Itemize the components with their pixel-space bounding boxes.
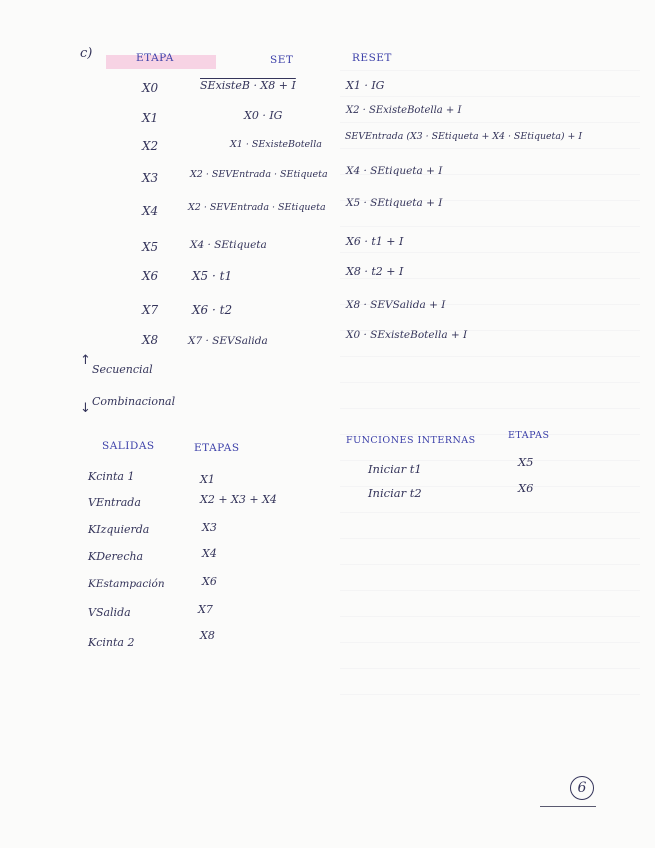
down-arrow-icon: ↓ bbox=[80, 401, 91, 416]
page-number-rule bbox=[540, 806, 596, 807]
row-reset: SEVEntrada (X3 · SEtiqueta + X4 · SEtiqueta) + I bbox=[345, 131, 583, 142]
output-name: Kcinta 1 bbox=[88, 470, 135, 483]
output-name: KIzquierda bbox=[88, 523, 150, 536]
output-name: KEstampación bbox=[88, 578, 165, 590]
row-etapa: X4 bbox=[142, 204, 159, 218]
header-funciones-internas: FUNCIONES INTERNAS bbox=[346, 435, 476, 446]
funcion-etapa: X6 bbox=[518, 481, 534, 495]
header-etapa: ETAPA bbox=[136, 52, 174, 64]
page-number: 6 bbox=[570, 776, 594, 800]
row-etapa: X6 bbox=[142, 269, 159, 283]
row-set: X7 · SEVSalida bbox=[188, 335, 268, 347]
output-name: Kcinta 2 bbox=[88, 636, 135, 649]
header-reset: RESET bbox=[352, 52, 392, 64]
row-set: SExisteB · X8 + I bbox=[200, 79, 296, 92]
row-reset: X8 · t2 + I bbox=[346, 265, 404, 278]
row-etapa: X3 bbox=[142, 171, 159, 185]
header-funciones-underline bbox=[346, 447, 456, 451]
row-set: X2 · SEVEntrada · SEtiqueta bbox=[190, 169, 328, 180]
row-etapa: X1 bbox=[142, 111, 159, 125]
row-set: X2 · SEVEntrada · SEtiqueta bbox=[188, 202, 326, 213]
row-reset: X4 · SEtiqueta + I bbox=[346, 165, 443, 177]
row-set: X1 · SExisteBotella bbox=[230, 139, 322, 150]
output-etapas: X2 + X3 + X4 bbox=[200, 493, 277, 506]
row-reset: X2 · SExisteBotella + I bbox=[346, 105, 462, 116]
header-salidas: SALIDAS bbox=[102, 440, 155, 452]
note-combinacional: Combinacional bbox=[92, 395, 176, 408]
row-reset: X1 · IG bbox=[346, 79, 385, 92]
section-label: c) bbox=[80, 46, 93, 61]
output-etapas: X3 bbox=[202, 521, 217, 534]
header-etapas-internas: ETAPAS bbox=[508, 430, 550, 441]
header-set: SET bbox=[270, 54, 294, 66]
funcion-name: Iniciar t2 bbox=[368, 486, 422, 500]
funcion-etapa: X5 bbox=[518, 455, 534, 469]
row-set: X0 · IG bbox=[244, 109, 283, 122]
output-name: VSalida bbox=[88, 606, 131, 619]
output-name: VEntrada bbox=[88, 496, 141, 509]
header-etapas-outputs-underline bbox=[192, 454, 232, 458]
output-etapas: X8 bbox=[200, 629, 215, 642]
output-etapas: X4 bbox=[202, 547, 217, 560]
header-salidas-underline bbox=[100, 452, 146, 456]
row-etapa: X5 bbox=[142, 240, 159, 254]
row-set: X4 · SEtiqueta bbox=[190, 239, 267, 251]
row-etapa: X7 bbox=[142, 303, 159, 317]
header-etapa-underline bbox=[136, 64, 174, 68]
row-etapa: X0 bbox=[142, 81, 159, 95]
funcion-name: Iniciar t1 bbox=[368, 462, 422, 476]
row-reset: X5 · SEtiqueta + I bbox=[346, 197, 443, 209]
up-arrow-icon: ↑ bbox=[80, 353, 91, 368]
row-etapa: X8 bbox=[142, 333, 159, 347]
header-set-underline bbox=[268, 66, 296, 70]
row-set: X6 · t2 bbox=[192, 303, 233, 317]
header-etapas-internas-underline bbox=[506, 442, 546, 446]
row-set: X5 · t1 bbox=[192, 269, 233, 283]
note-secuencial: Secuencial bbox=[92, 363, 153, 376]
row-reset: X0 · SExisteBotella + I bbox=[346, 329, 468, 341]
output-name: KDerecha bbox=[88, 550, 144, 563]
row-reset: X6 · t1 + I bbox=[346, 235, 404, 248]
row-reset: X8 · SEVSalida + I bbox=[346, 299, 446, 311]
output-etapas: X1 bbox=[200, 473, 215, 486]
output-etapas: X6 bbox=[202, 575, 217, 588]
row-etapa: X2 bbox=[142, 139, 159, 153]
header-etapas-outputs: ETAPAS bbox=[194, 442, 240, 454]
output-etapas: X7 bbox=[198, 603, 213, 616]
header-reset-underline bbox=[350, 64, 394, 68]
